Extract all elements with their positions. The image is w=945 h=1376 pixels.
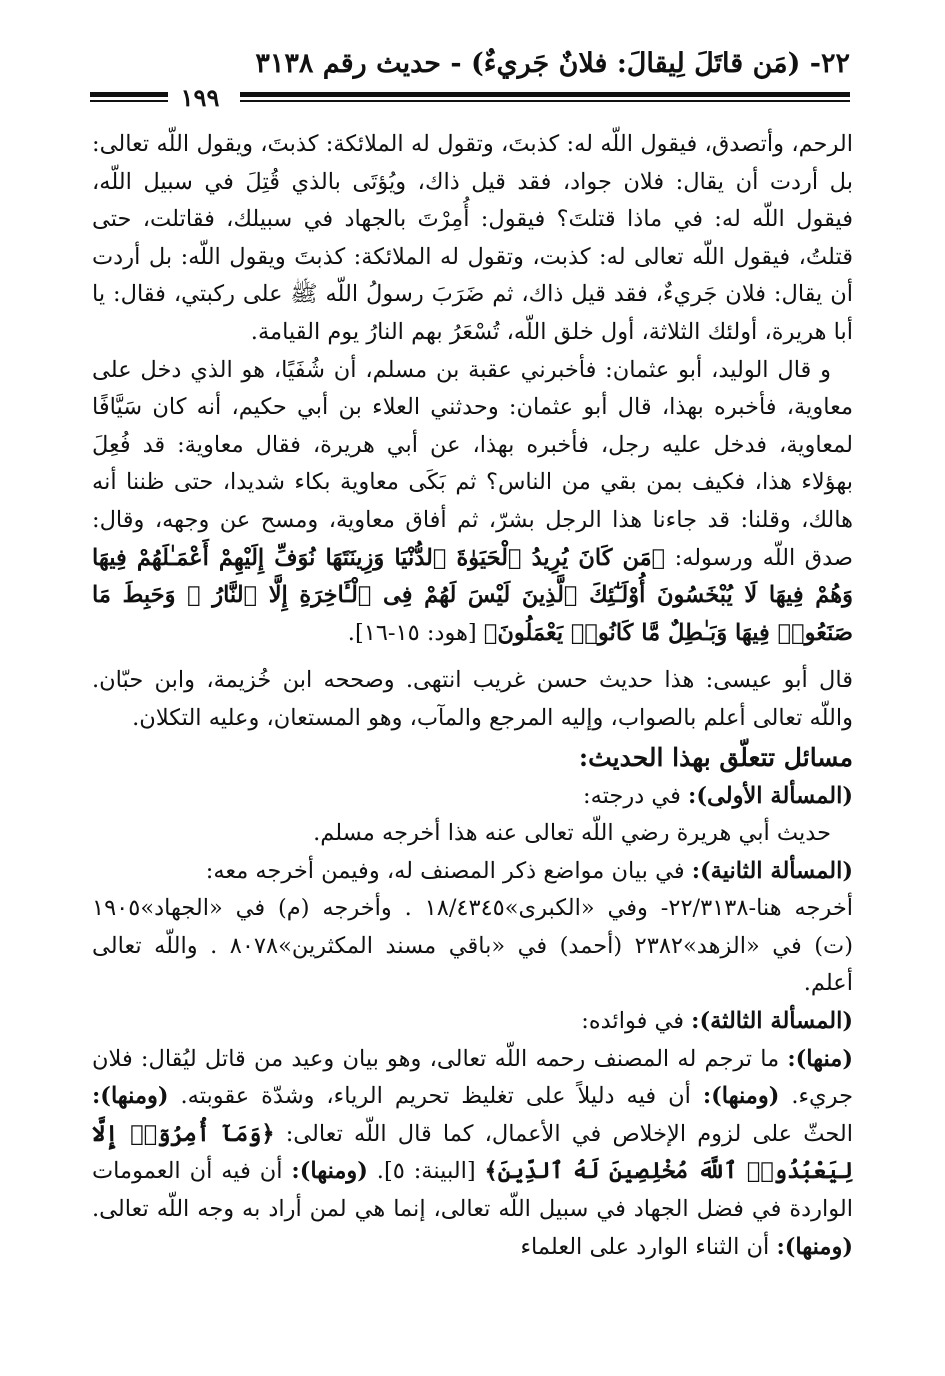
issue-1-text: حديث أبي هريرة رضي اللّه تعالى عنه هذا أخرجه مسلم. <box>313 820 831 847</box>
hadith-paragraph: الرحم، وأتصدق، فيقول اللّه له: كذبتَ، وتقول له الملائكة: كذبتَ، ويقول اللّه تعالى: بل أردت أن يقال: فلان جواد، فقد قيل ذاك، ويُؤتَى بالذي قُتِلَ في سبيل اللّه، فيقول اللّه له: في ماذا قتلتَ؟ فيقول: أُمِرْتَ بالجهاد في سبيلك، فقاتلت، حتى قتلتُ، فيقول اللّه تعالى له: كذبت، وتقول له الملائكة: كذبتَ ويقول اللّه: بل أردت أن يقال: فلان جَريءٌ، فقد قيل ذاك، ثم ضَرَبَ رسولُ اللّه ﷺ على ركبتي، فقال: يا أبا هريرة، أولئك الثلاثة، أول خلق اللّه، تُسْعَرُ بهم النارُ يوم القيامة. <box>92 131 853 345</box>
benefit-3-text: الحثّ على لزوم الإخلاص في الأعمال، كما قال اللّه تعالى: <box>274 1120 853 1147</box>
issue-3-title: في فوائده: <box>581 1008 692 1035</box>
benefit-1-text: ما ترجم له المصنف رحمه اللّه تعالى، وهو بيان وعيد من قاتل ليُقال: فلان جريء. <box>92 1045 853 1110</box>
benefit-5-label: (ومنها): <box>776 1233 853 1260</box>
header-rule <box>240 92 850 97</box>
benefit-2-label: (ومنها): <box>702 1083 780 1110</box>
issue-2-text: أخرجه هنا-٢٢/٣١٣٨- وفي «الكبرى»١٨/٤٣٤٥ . وأخرجه (م) في «الجهاد»١٩٠٥ (ت) في «الزهد»٢٣٨٢ (أحمد) في «باقي مسند المكثرين»٨٠٧٨ . واللّه تعالى أعلم. <box>92 895 853 997</box>
issue-2 <box>92 853 853 891</box>
issue-1 <box>92 778 853 816</box>
benefit-1-label: (منها): <box>787 1045 853 1072</box>
page-number-rule <box>90 92 168 97</box>
page-body <box>92 126 853 1266</box>
quran-verse-hud: ﴿مَن كَانَ يُرِيدُ ٱلْحَيَوٰةَ ٱلدُّنْيَا وَزِينَتَهَا نُوَفِّ إِلَيْهِمْ أَعْمَـٰلَهُمْ فِيهَا وَهُمْ فِيهَا لَا يُبْخَسُونَ أُوْلَـٰٓئِكَ ٱلَّذِينَ لَيْسَ لَهُمْ فِى ٱلْـَٔاخِرَةِ إِلَّا ٱلنَّارُ ۖ وَحَبِطَ مَا صَنَعُوا۟ فِيهَا وَبَـٰطِلٌ مَّا كَانُوا۟ يَعْمَلُونَ﴾ <box>92 544 853 646</box>
benefit-4-label: (ومنها): <box>291 1158 368 1185</box>
benefit-3-label: (ومنها): <box>92 1083 169 1110</box>
benefits-paragraph <box>92 1041 853 1267</box>
section-heading: مسائل تتعلّق بهذا الحديث: <box>578 742 853 772</box>
issue-2-label: (المسألة الثانية): <box>691 857 853 884</box>
quran-reference-hud: [هود: ١٥-١٦]. <box>347 619 477 646</box>
issue-2-title: في بيان مواضع ذكر المصنف له، وفيمن أخرجه معه: <box>205 857 692 884</box>
narration-paragraph <box>92 352 853 653</box>
issue-1-title: في درجته: <box>583 782 689 809</box>
issue-3 <box>92 1003 853 1041</box>
issue-3-label: (المسألة الثالثة): <box>691 1008 853 1035</box>
grading-paragraph: قال أبو عيسى: هذا حديث حسن غريب انتهى. وصححه ابن خُزيمة، وابن حبّان. واللّه تعالى أعلم بالصواب، وإليه المرجع والمآب، وهو المستعان، وعليه التكلان. <box>92 667 853 731</box>
issue-1-label: (المسألة الأولى): <box>688 782 853 809</box>
quran-verse-bayyina: ﴿وَمَآ أُمِرُوٓا۟ إِلَّا لِيَعْبُدُوا۟ ٱللَّهَ مُخْلِصِينَ لَهُ ٱلدِّينَ﴾ <box>92 1120 854 1185</box>
benefit-5-text: أن الثناء الوارد على العلماء <box>520 1233 777 1260</box>
quran-reference-bayyina: [البينة: ٥]. <box>367 1158 485 1185</box>
benefit-4-text: أن فيه أن العمومات الواردة في فضل الجهاد في سبيل اللّه تعالى، إنما هي لمن أراد به وجه اللّه تعالى. <box>92 1158 853 1223</box>
benefit-2-text: أن فيه دليلاً على تغليظ تحريم الرياء، وشدّة عقوبته. <box>168 1083 703 1110</box>
narration-text: و قال الوليد، أبو عثمان: فأخبرني عقبة بن مسلم، أن شُفَيًا، هو الذي دخل على معاوية، فأخبره بهذا، قال أبو عثمان: وحدثني العلاء بن أبي حكيم، أنه كان سَيَّافًا لمعاوية، فدخل عليه رجل، فأخبره بهذا، عن أبي هريرة، فقال معاوية: قد فُعِلَ بهؤلاء هذا، فكيف بمن بقي من الناس؟ ثم بَكَى معاوية بكاء شديدا، حتى ظننا أنه هالك، وقلنا: قد جاءنا هذا الرجل بشرّ، ثم أفاق معاوية، ومسح عن وجهه، وقال: صدق اللّه ورسوله: <box>92 356 853 571</box>
page-number: ١٩٩ <box>180 83 220 112</box>
running-header: ٢٢- (مَن قاتَلَ لِيقالَ: فلانٌ جَريءٌ) - حديث رقم ٣١٣٨ <box>255 48 850 79</box>
